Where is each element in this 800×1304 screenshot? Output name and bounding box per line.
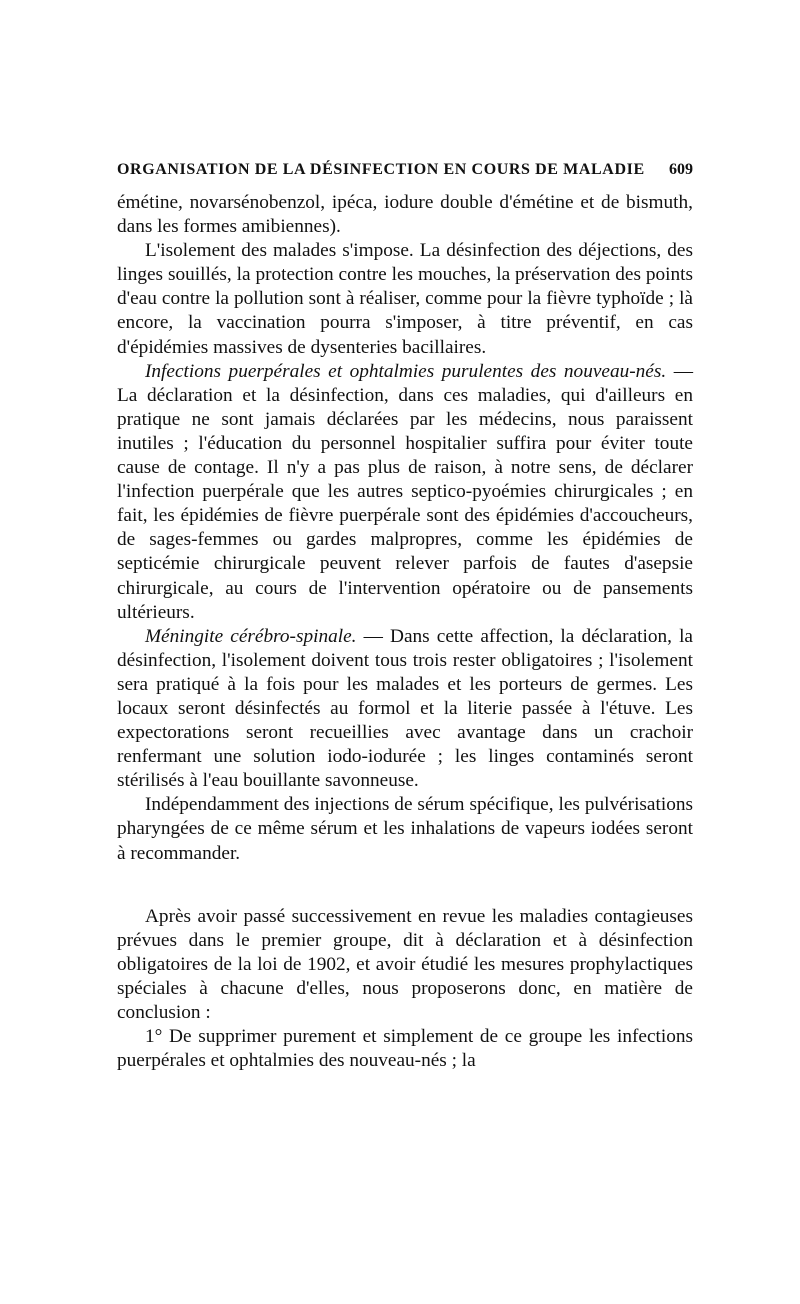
paragraph-text: — La déclaration et la désinfection, dans ces maladies, qui d'ailleurs en pratique ne sont jamais déclarées par les médecins, nous paraissent inutiles ; l'éducation du personnel hospitalier suffira pour éviter toute cause de contage. Il n'y a pas plus de raison, à notre sens, de déclarer l'infection puerpérale que les autres septico-pyoémies chirurgicales ; en fait, les épidémies de fièvre puerpérale sont des épidémies d'accoucheurs, de sages-femmes ou gardes malpropres, comme les épidémies de septicémie chirurgicale peuvent relever parfois de fautes d'asepsie chirurgicale, au cours de l'intervention opératoire ou de pansements ultérieurs. bbox=[117, 360, 693, 623]
section-heading: Méningite cérébro-spinale. bbox=[145, 625, 357, 647]
paragraph-puerperal-infections bbox=[117, 360, 693, 625]
paragraph-text: émétine, novarsénobenzol, ipéca, iodure double d'émétine et de bismuth, dans les formes amibiennes). bbox=[117, 192, 693, 238]
book-page bbox=[117, 161, 693, 1073]
paragraph-dysentery-isolation bbox=[117, 239, 693, 359]
paragraph-text: L'isolement des malades s'impose. La désinfection des déjections, des linges souillés, la protection contre les mouches, la préservation des points d'eau contre la pollution sont à réaliser, comme pour la fièvre typhoïde ; là encore, la vaccination pourra s'imposer, à titre préventif, en cas d'épidémies massives de dysenteries bacillaires. bbox=[117, 240, 693, 358]
running-header bbox=[117, 161, 693, 179]
page-number: 609 bbox=[669, 161, 693, 178]
paragraph-serum-injections bbox=[117, 793, 693, 865]
paragraph-text: Après avoir passé successivement en revue les maladies contagieuses prévues dans le premier groupe, dit à déclaration et à désinfection obligatoires de la loi de 1902, et avoir étudié les mesures prophylactiques spéciales à chacune d'elles, nous proposerons donc, en matière de conclusion : bbox=[117, 905, 693, 1023]
paragraph-meningitis bbox=[117, 625, 693, 794]
paragraph-text: — Dans cette affection, la déclaration, la désinfection, l'isolement doivent tous trois rester obligatoires ; l'isolement sera pratiqué à la fois pour les malades et les porteurs de germes. Les locaux seront désinfectés au formol et la literie passée à l'étuve. Les expectorations seront recueillies avec avantage dans un crachoir renfermant une solution iodo-iodurée ; les linges contaminés seront stérilisés à l'eau bouillante savonneuse. bbox=[117, 625, 693, 792]
paragraph-text: 1° De supprimer purement et simplement de ce groupe les infections puerpérales et ophtalmies des nouveau-nés ; la bbox=[117, 1026, 693, 1072]
paragraph-amoebic-treatment bbox=[117, 191, 693, 239]
running-title: ORGANISATION DE LA DÉSINFECTION EN COURS DE MALADIE bbox=[117, 161, 645, 178]
paragraph-conclusion-point-1 bbox=[117, 1025, 693, 1073]
paragraph-text: Indépendamment des injections de sérum spécifique, les pulvérisations pharyngées de ce même sérum et les inhalations de vapeurs iodées seront à recommander. bbox=[117, 794, 693, 864]
section-heading: Infections puerpérales et ophtalmies purulentes des nouveau-nés. bbox=[145, 360, 667, 382]
section-break bbox=[117, 866, 693, 905]
paragraph-conclusion-intro bbox=[117, 905, 693, 1025]
